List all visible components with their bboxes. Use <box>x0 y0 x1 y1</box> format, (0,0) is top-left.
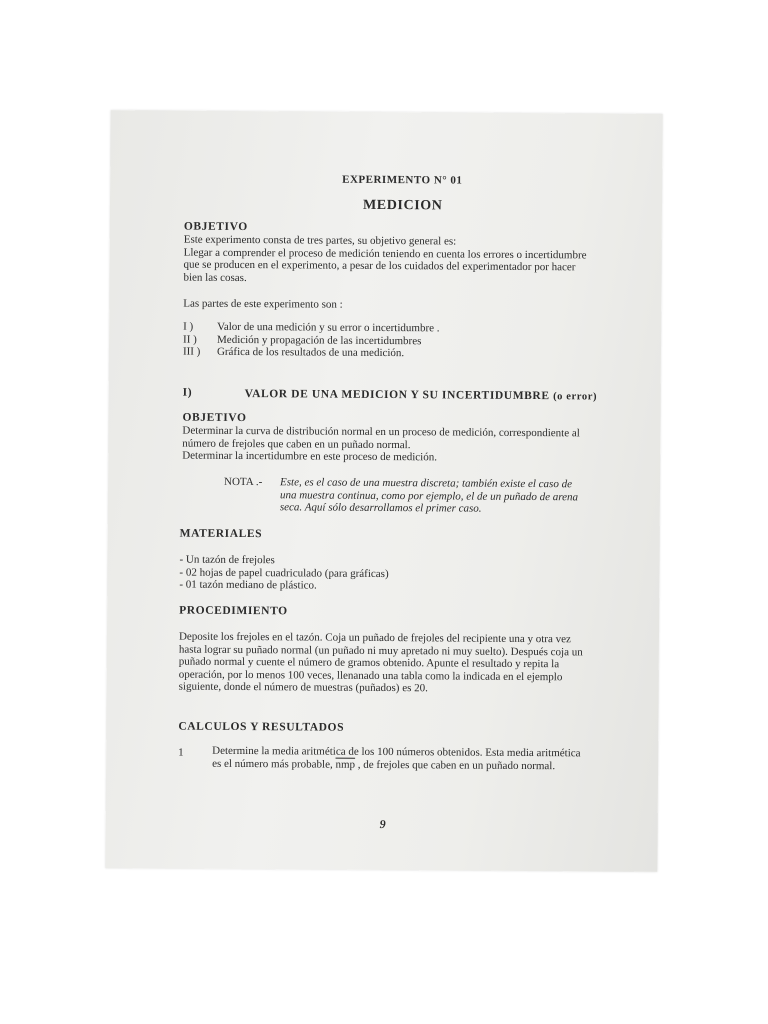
nota-label: NOTA .- <box>224 475 263 489</box>
item-text: Valor de una medición y su error o incertidumbre . <box>217 320 440 335</box>
text-line: Determinar la incertidumbre en este proceso de medición. <box>182 449 438 464</box>
text-fragment: , de frejoles que caben en un puñado normal. <box>355 758 556 772</box>
text-line <box>212 757 580 772</box>
text-line: siguiente, donde el número de muestras (puñados) es 20. <box>178 680 428 695</box>
procedimiento-heading: PROCEDIMIENTO <box>179 604 288 618</box>
list-item <box>183 346 439 360</box>
text-line: bien las cosas. <box>183 271 247 284</box>
objetivo-heading: OBJETIVO <box>183 220 248 234</box>
section-title-text: VALOR DE UNA MEDICION Y SU INCERTIDUMBRE <box>244 388 550 403</box>
item-text: Gráfica de los resultados de una medición. <box>216 345 405 360</box>
page-number: 9 <box>379 816 386 832</box>
list-item: - 02 hojas de papel cuadriculado (para gráficas) <box>179 566 389 580</box>
materiales-list <box>179 554 388 593</box>
calculos-text <box>212 745 581 773</box>
text-line: Llegar a comprender el proceso de medición teniendo en cuenta los errores o incertidumbre <box>183 246 587 261</box>
text-line: que se producen en el experimento, a pesar de los cuidados del experimentador por hacer <box>183 258 576 274</box>
objetivo2-text <box>182 425 580 465</box>
section-number: I) <box>182 386 193 399</box>
text-line: número de frejoles que caben en un puñado normal. <box>182 437 411 451</box>
objetivo-text <box>183 234 586 287</box>
experiment-title: EXPERIMENTO N° 01 <box>342 173 463 187</box>
item-number: I ) <box>183 320 194 333</box>
section-title <box>245 388 597 402</box>
section-title-suffix: (o error) <box>553 391 598 403</box>
text-line: Determine la media aritmética de los 100 números obtenidos. Esta media aritmética <box>212 744 581 760</box>
list-item: - 01 tazón mediano de plástico. <box>179 578 317 592</box>
item-number: III ) <box>182 345 201 358</box>
parts-list <box>183 321 440 360</box>
text-line: Este, es el caso de una muestra discreta; también existe el caso de <box>280 476 573 491</box>
text-line: seca. Aquí sólo desarrollamos el primer caso. <box>279 501 482 515</box>
parts-intro: Las partes de este experimento son : <box>183 297 343 311</box>
document-page <box>105 110 662 872</box>
text-fragment: es el número más probable, <box>212 757 336 771</box>
nmp-symbol: $\overline{nmp}$ <box>335 758 356 771</box>
calculos-heading: CALCULOS Y RESULTADOS <box>178 720 345 734</box>
materiales-heading: MATERIALES <box>179 527 263 541</box>
text-line: hasta lograr su puñado normal (un puñado ni muy apretado ni muy suelto). Después coja un <box>178 643 583 658</box>
text-line: Determinar la curva de distribución normal en un proceso de medición, correspondiente al <box>182 424 580 440</box>
document-subtitle: MEDICION <box>362 197 443 214</box>
text-line: operación, por lo menos 100 veces, llenanado una tabla como la indicada en el ejemplo <box>178 668 563 683</box>
list-item: - Un tazón de frejoles <box>179 553 275 567</box>
objetivo2-heading: OBJETIVO <box>182 411 247 425</box>
item-number: II ) <box>183 333 197 346</box>
item-text: Medición y propagación de las incertidumbres <box>217 333 422 347</box>
text-line: Deposite los frejoles en el tazón. Coja un puñado de frejoles del recipiente una y otra vez <box>178 630 571 646</box>
procedimiento-text <box>179 631 583 696</box>
text-line: una muestra continua, como por ejemplo, el de un puñado de arena <box>279 488 579 503</box>
nota-text <box>280 476 578 516</box>
text-line: puñado normal y cuente el número de gramos obtenido. Apunte el resultado y repita la <box>178 655 560 671</box>
calculos-item-number: 1 <box>178 746 184 759</box>
text-line: Este experimento consta de tres partes, su objetivo general es: <box>183 233 457 248</box>
